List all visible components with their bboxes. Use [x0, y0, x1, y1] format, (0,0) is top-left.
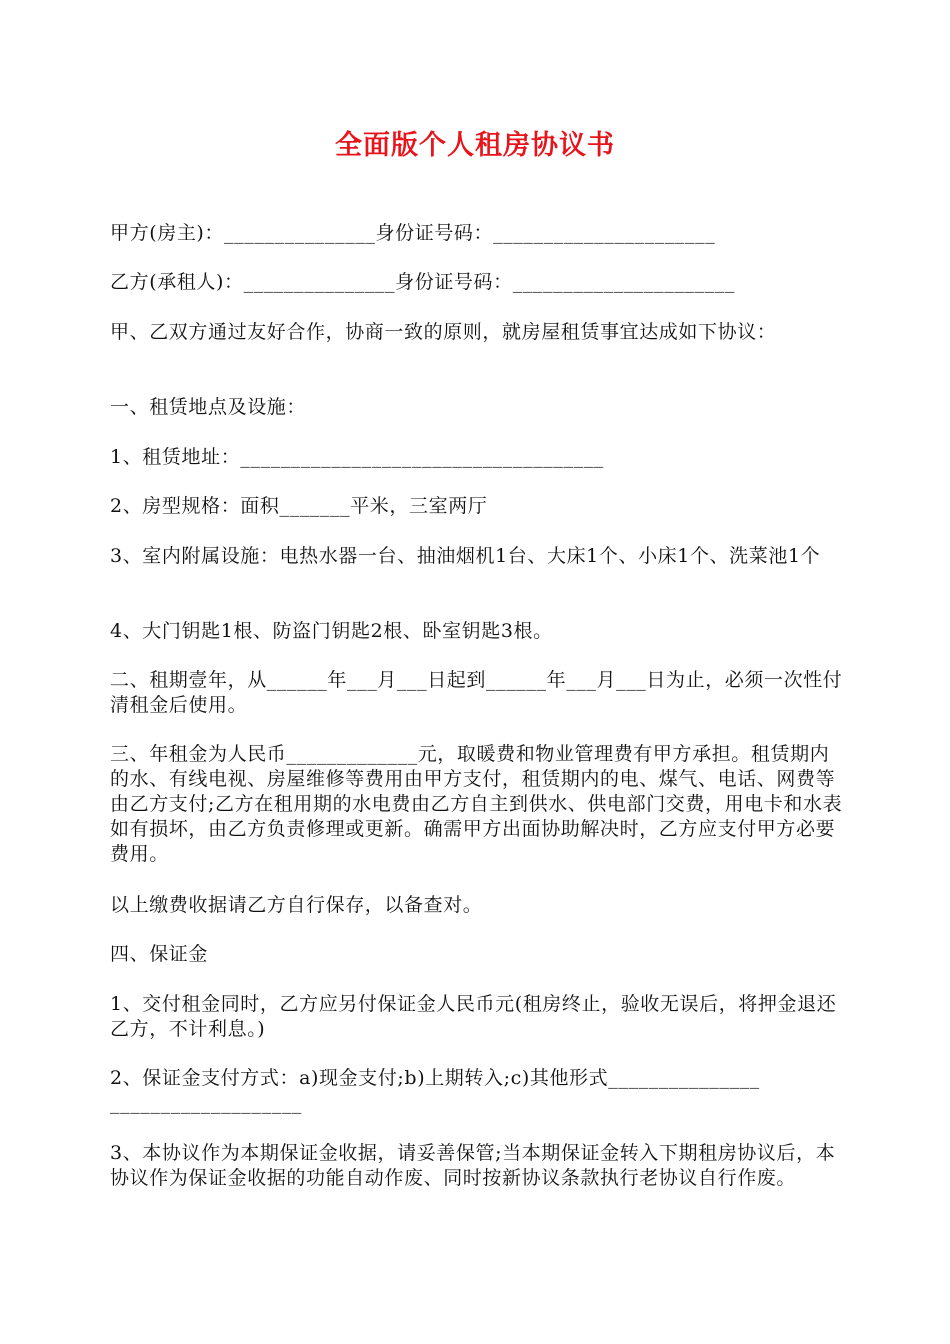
document-title: 全面版个人租房协议书: [335, 130, 615, 161]
party-b-line: 乙方(承租人)：_______________身份证号码：______________________: [110, 271, 735, 293]
clause-4-3: 3、本协议作为本期保证金收据，请妥善保管;当本期保证金转入下期租房协议后，本协议作为保证金收据的功能自动作废、同时按新协议条款执行老协议自行作废。: [110, 1142, 836, 1189]
receipt-note: 以上缴费收据请乙方自行保存，以备查对。: [110, 894, 483, 916]
intro-paragraph: 甲、乙双方通过友好合作，协商一致的原则，就房屋租赁事宜达成如下协议：: [110, 321, 777, 343]
clause-1-4: 4、大门钥匙1根、防盗门钥匙2根、卧室钥匙3根。: [110, 620, 553, 642]
section-4-heading: 四、保证金: [110, 943, 209, 965]
clause-1-1: 1、租赁地址：____________________________________: [110, 446, 604, 468]
clause-1-3: 3、室内附属设施：电热水器一台、抽油烟机1台、大床1个、小床1个、洗菜池1个: [110, 545, 821, 567]
clause-4-2: 2、保证金支付方式：a)现金支付;b)上期转入;c)其他形式_______________ ___________________: [110, 1067, 760, 1114]
clause-4-1: 1、交付租金同时，乙方应另付保证金人民币元(租房终止，验收无误后，将押金退还乙方，不计利息。): [110, 993, 837, 1040]
section-3-paragraph: 三、年租金为人民币_____________元，取暖费和物业管理费有甲方承担。租赁期内的水、有线电视、房屋维修等费用由甲方支付，租赁期内的电、煤气、电话、网费等由乙方支付;乙方在租用期的水电费由乙方自主到供水、供电部门交费，用电卡和水表如有损坏，由乙方负责修理或更新。确需甲方出面协助解决时，乙方应支付甲方必要费用。: [110, 743, 843, 865]
clause-1-2: 2、房型规格：面积_______平米，三室两厅: [110, 495, 488, 517]
section-2-paragraph: 二、租期壹年，从______年___月___日起到______年___月___日为止，必须一次性付清租金后使用。: [110, 669, 843, 716]
party-a-line: 甲方(房主)：_______________身份证号码：______________________: [110, 222, 716, 244]
section-1-heading: 一、租赁地点及设施：: [110, 396, 307, 418]
